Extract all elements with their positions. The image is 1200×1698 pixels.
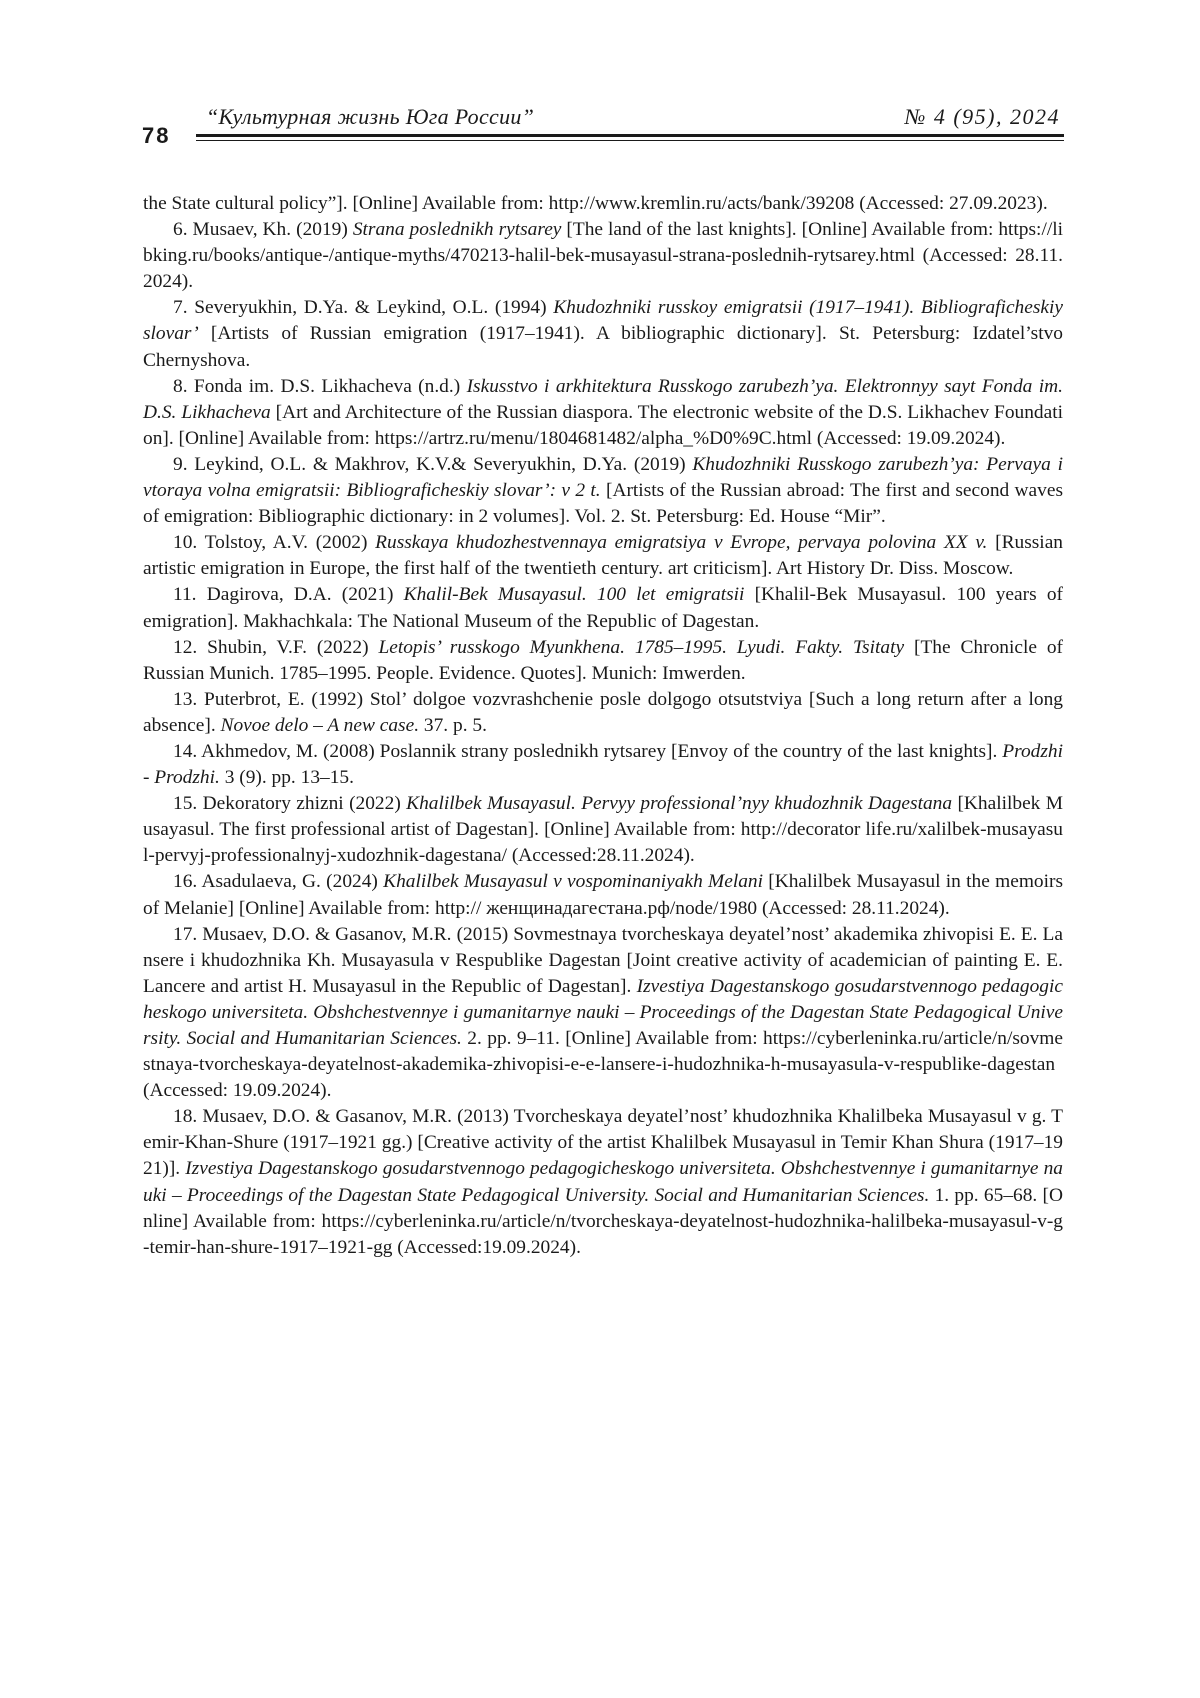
reference-item-15: 15. Dekoratory zhizni (2022) Khalilbek Musayasul. Pervyy professional’nyy khudozhnik Dagestana [Khalilbek Musayasul. The first professional artist of Dagestan]. [Online] Available from: http://decorator life.ru/xalilbek-musayasul-pervyj-professionalnyj-xudozhnik-dagestana/ (Accessed:28.11.2024). (143, 791, 1063, 869)
reference-item-8: 8. Fonda im. D.S. Likhacheva (n.d.) Iskusstvo i arkhitektura Russkogo zarubezh’ya. Elektronnyy sayt Fonda im. D.S. Likhacheva [Art and Architecture of the Russian diaspora. The electronic website of the D.S. Likhachev Foundation]. [Online] Available from: https://artrz.ru/menu/1804681482/alpha_%D0%9C.html (Accessed: 19.09.2024). (143, 374, 1063, 452)
reference-item-9: 9. Leykind, O.L. & Makhrov, K.V.& Severyukhin, D.Ya. (2019) Khudozhniki Russkogo zarubezh’ya: Pervaya i vtoraya volna emigratsii: Bibliograficheskiy slovar’: v 2 t. [Artists of the Russian abroad: The first and second waves of emigration: Bibliographic dictionary: in 2 volumes]. Vol. 2. St. Petersburg: Ed. House “Mir”. (143, 452, 1063, 530)
issue-number: № 4 (95), 2024 (905, 104, 1060, 130)
reference-item-6: 6. Musaev, Kh. (2019) Strana poslednikh rytsarey [The land of the last knights]. [Online] Available from: https://libking.ru/books/antique-/antique-myths/470213-halil-bek-musayasul-strana-poslednih-rytsarey.html (Accessed: 28.11.2024). (143, 217, 1063, 295)
reference-item-10: 10. Tolstoy, A.V. (2002) Russkaya khudozhestvennaya emigratsiya v Evrope, pervaya polovina XX v. [Russian artistic emigration in Europe, the first half of the twentieth century. art criticism]. Art History Dr. Diss. Moscow. (143, 530, 1063, 582)
header-rule-thin (196, 140, 1064, 141)
journal-title: “Культурная жизнь Юга России” (206, 104, 534, 130)
reference-item-13: 13. Puterbrot, E. (1992) Stol’ dolgoe vozvrashchenie posle dolgogo otsutstviya [Such a long return after a long absence]. Novoe delo – A new case. 37. p. 5. (143, 687, 1063, 739)
reference-item-16: 16. Asadulaeva, G. (2024) Khalilbek Musayasul v vospominaniyakh Melani [Khalilbek Musayasul in the memoirs of Melanie] [Online] Available from: http:// женщинадагестана.рф/node/1980 (Accessed: 28.11.2024). (143, 869, 1063, 921)
reference-item-5-continued: the State cultural policy”]. [Online] Available from: http://www.kremlin.ru/acts/bank/39208 (Accessed: 27.09.2023). (143, 191, 1063, 217)
reference-list (143, 191, 1063, 1261)
reference-item-14: 14. Akhmedov, M. (2008) Poslannik strany poslednikh rytsarey [Envoy of the country of the last knights]. Prodzhi - Prodzhi. 3 (9). pp. 13–15. (143, 739, 1063, 791)
reference-item-17: 17. Musaev, D.O. & Gasanov, M.R. (2015) Sovmestnaya tvorcheskaya deyatel’nost’ akademika zhivopisi E. E. Lansere i khudozhnika Kh. Musayasula v Respublike Dagestan [Joint creative activity of academician of painting E. E. Lancere and artist H. Musayasul in the Republic of Dagestan]. Izvestiya Dagestanskogo gosudarstvennogo pedagogicheskogo universiteta. Obshchestvennye i gumanitarnye nauki – Proceedings of the Dagestan State Pedagogical University. Social and Humanitarian Sciences. 2. pp. 9–11. [Online] Available from: https://cyberleninka.ru/article/n/sovmestnaya-tvorcheskaya-deyatelnost-akademika-zhivopisi-e-e-lansere-i-hudozhnika-h-musayasula-v-respublike-dagestan (Accessed: 19.09.2024). (143, 922, 1063, 1105)
page-number: 78 (142, 123, 170, 149)
reference-item-18: 18. Musaev, D.O. & Gasanov, M.R. (2013) Tvorcheskaya deyatel’nost’ khudozhnika Khalilbeka Musayasul v g. Temir-Khan-Shure (1917–1921 gg.) [Creative activity of the artist Khalilbek Musayasul in Temir Khan Shura (1917–1921)]. Izvestiya Dagestanskogo gosudarstvennogo pedagogicheskogo universiteta. Obshchestvennye i gumanitarnye nauki – Proceedings of the Dagestan State Pedagogical University. Social and Humanitarian Sciences. 1. pp. 65–68. [Online] Available from: https://cyberleninka.ru/article/n/tvorcheskaya-deyatelnost-hudozhnika-halilbeka-musayasul-v-g-temir-han-shure-1917–1921-gg (Accessed:19.09.2024). (143, 1104, 1063, 1261)
reference-item-12: 12. Shubin, V.F. (2022) Letopis’ russkogo Myunkhena. 1785–1995. Lyudi. Fakty. Tsitaty [The Chronicle of Russian Munich. 1785–1995. People. Evidence. Quotes]. Munich: Imwerden. (143, 635, 1063, 687)
running-header (142, 98, 1064, 148)
header-rule-thick (196, 134, 1064, 137)
reference-item-7: 7. Severyukhin, D.Ya. & Leykind, O.L. (1994) Khudozhniki russkoy emigratsii (1917–1941). Bibliograficheskiy slovar’ [Artists of Russian emigration (1917–1941). A bibliographic dictionary]. St. Petersburg: Izdatel’stvo Chernyshova. (143, 295, 1063, 373)
reference-item-11: 11. Dagirova, D.A. (2021) Khalil-Bek Musayasul. 100 let emigratsii [Khalil-Bek Musayasul. 100 years of emigration]. Makhachkala: The National Museum of the Republic of Dagestan. (143, 582, 1063, 634)
